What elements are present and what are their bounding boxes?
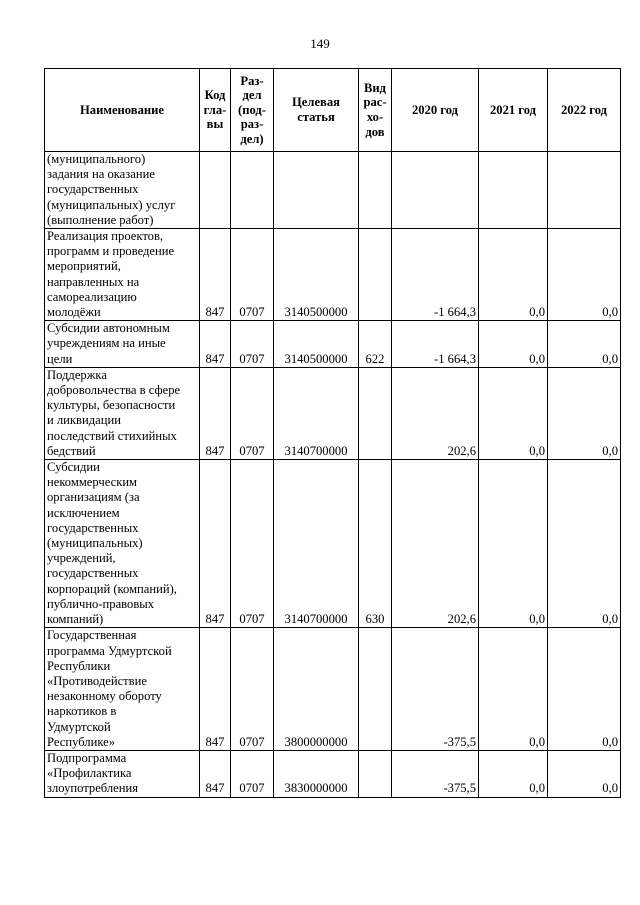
row-2020: -375,5 bbox=[392, 628, 479, 751]
table-row bbox=[45, 628, 621, 751]
row-name: Субсидии некоммерческим организациям (за исключением государственных (муниципальных) учреждений, государственных корпораций (компаний), публично-правовых компаний) bbox=[45, 460, 200, 628]
table-body bbox=[45, 152, 621, 798]
row-2021: 0,0 bbox=[479, 750, 548, 797]
row-chapter-code: 847 bbox=[200, 460, 231, 628]
row-target-article bbox=[274, 152, 359, 229]
row-section: 0707 bbox=[231, 367, 274, 459]
row-target-article: 3800000000 bbox=[274, 628, 359, 751]
row-target-article: 3140500000 bbox=[274, 321, 359, 368]
row-2021 bbox=[479, 152, 548, 229]
row-name: Государственная программа Удмуртской Республики «Противодействие незаконному обороту наркотиков в Удмуртской Республике» bbox=[45, 628, 200, 751]
row-2020: -375,5 bbox=[392, 750, 479, 797]
row-2020: -1 664,3 bbox=[392, 229, 479, 321]
row-section: 0707 bbox=[231, 628, 274, 751]
row-chapter-code bbox=[200, 152, 231, 229]
budget-table bbox=[44, 68, 621, 798]
row-2020: 202,6 bbox=[392, 367, 479, 459]
row-expense-type bbox=[359, 229, 392, 321]
table-row bbox=[45, 152, 621, 229]
row-section: 0707 bbox=[231, 460, 274, 628]
row-name: Субсидии автономным учреждениям на иные цели bbox=[45, 321, 200, 368]
header-target-article: Целевая статья bbox=[274, 69, 359, 152]
row-2022: 0,0 bbox=[548, 750, 621, 797]
header-year-2020: 2020 год bbox=[392, 69, 479, 152]
row-2022: 0,0 bbox=[548, 367, 621, 459]
row-chapter-code: 847 bbox=[200, 321, 231, 368]
table-row bbox=[45, 229, 621, 321]
header-year-2021: 2021 год bbox=[479, 69, 548, 152]
table-row bbox=[45, 367, 621, 459]
header-year-2022: 2022 год bbox=[548, 69, 621, 152]
row-2022: 0,0 bbox=[548, 460, 621, 628]
row-name: (муниципального) задания на оказание государственных (муниципальных) услуг (выполнение работ) bbox=[45, 152, 200, 229]
header-section: Раз- дел (под- раз- дел) bbox=[231, 69, 274, 152]
row-2020: -1 664,3 bbox=[392, 321, 479, 368]
header-chapter-code: Код гла- вы bbox=[200, 69, 231, 152]
header-expense-type: Вид рас- хо- дов bbox=[359, 69, 392, 152]
row-section: 0707 bbox=[231, 321, 274, 368]
row-chapter-code: 847 bbox=[200, 229, 231, 321]
row-name: Реализация проектов, программ и проведение мероприятий, направленных на самореализацию молодёжи bbox=[45, 229, 200, 321]
row-section: 0707 bbox=[231, 229, 274, 321]
row-2021: 0,0 bbox=[479, 229, 548, 321]
row-target-article: 3830000000 bbox=[274, 750, 359, 797]
row-expense-type: 622 bbox=[359, 321, 392, 368]
row-target-article: 3140700000 bbox=[274, 367, 359, 459]
row-chapter-code: 847 bbox=[200, 628, 231, 751]
row-chapter-code: 847 bbox=[200, 367, 231, 459]
row-chapter-code: 847 bbox=[200, 750, 231, 797]
row-section: 0707 bbox=[231, 750, 274, 797]
row-name: Подпрограмма «Профилактика злоупотребления bbox=[45, 750, 200, 797]
table-row bbox=[45, 321, 621, 368]
row-2021: 0,0 bbox=[479, 628, 548, 751]
row-expense-type bbox=[359, 628, 392, 751]
row-expense-type bbox=[359, 152, 392, 229]
table-row bbox=[45, 460, 621, 628]
row-2022: 0,0 bbox=[548, 321, 621, 368]
row-2022 bbox=[548, 152, 621, 229]
row-expense-type bbox=[359, 367, 392, 459]
row-target-article: 3140700000 bbox=[274, 460, 359, 628]
row-target-article: 3140500000 bbox=[274, 229, 359, 321]
table-header-row bbox=[45, 69, 621, 152]
row-2022: 0,0 bbox=[548, 229, 621, 321]
row-section bbox=[231, 152, 274, 229]
header-name: Наименование bbox=[45, 69, 200, 152]
row-expense-type: 630 bbox=[359, 460, 392, 628]
row-2020: 202,6 bbox=[392, 460, 479, 628]
page-number: 149 bbox=[310, 36, 330, 51]
row-2021: 0,0 bbox=[479, 367, 548, 459]
row-expense-type bbox=[359, 750, 392, 797]
row-2021: 0,0 bbox=[479, 460, 548, 628]
row-2022: 0,0 bbox=[548, 628, 621, 751]
table-row bbox=[45, 750, 621, 797]
row-2021: 0,0 bbox=[479, 321, 548, 368]
row-2020 bbox=[392, 152, 479, 229]
row-name: Поддержка добровольчества в сфере культуры, безопасности и ликвидации последствий стихийных бедствий bbox=[45, 367, 200, 459]
